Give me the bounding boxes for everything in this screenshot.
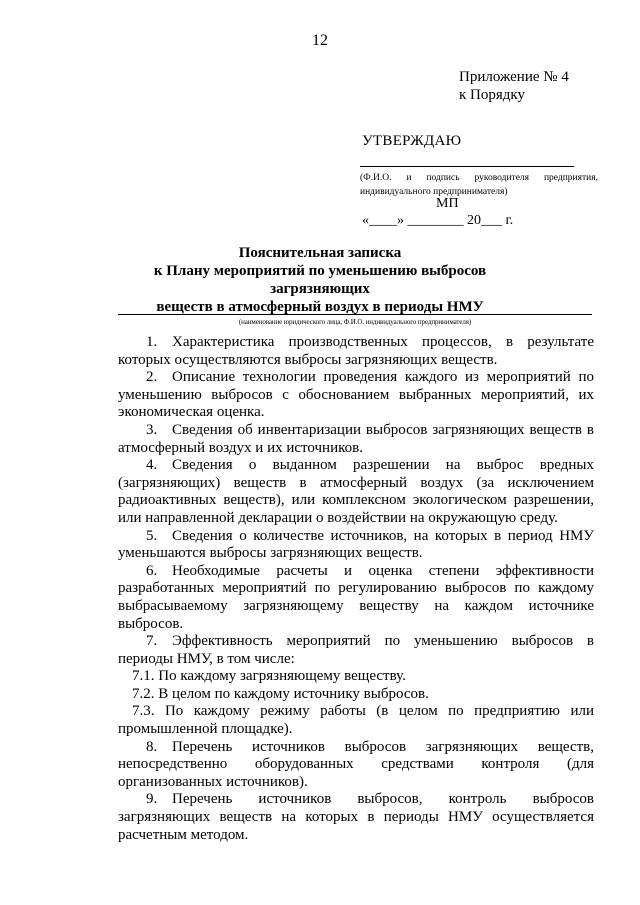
- page-number: 12: [312, 32, 328, 49]
- item-number: 6.: [146, 562, 158, 579]
- list-item: [118, 369, 594, 422]
- item-number: 3.: [146, 421, 158, 438]
- list-item: [118, 457, 594, 527]
- appendix-reference: к Порядку: [459, 87, 525, 103]
- item-text: Перечень источников выбросов, контроль выбросов загрязняющих веществ на которых в периоды НМУ осуществляется расчетным методом.: [118, 791, 594, 843]
- item-text: Описание технологии проведения каждого из мероприятий по уменьшению выбросов с обоснованием выбранных мероприятий, их экономическая оценка.: [118, 369, 594, 421]
- item-number: 2.: [146, 369, 158, 386]
- organization-line: [118, 314, 592, 315]
- item-number: 7.: [146, 633, 158, 650]
- item-text: Необходимые расчеты и оценка степени эффективности разработанных мероприятий по регулированию выбросов по каждому выбрасываемому загрязняющему веществу на каждом источнике выбросов.: [118, 562, 594, 632]
- list-item: [118, 528, 594, 563]
- title-line-1: Пояснительная записка: [238, 245, 402, 261]
- approval-heading: УТВЕРЖДАЮ: [362, 133, 462, 149]
- sub-item: 7.1. По каждому загрязняющему веществу.: [132, 668, 406, 685]
- date-line: «____» ________ 20___ г.: [362, 213, 514, 228]
- stamp-label: МП: [436, 196, 459, 211]
- item-number: 5.: [146, 527, 158, 544]
- appendix-label: Приложение № 4: [459, 69, 569, 85]
- document-body: [118, 334, 594, 844]
- sub-item: 7.3. По каждому режиму работы (в целом по предприятию или промышленной площадке).: [118, 703, 594, 738]
- item-number: 4.: [146, 457, 158, 474]
- item-text: Сведения о выданном разрешении на выброс вредных (загрязняющих) веществ в атмосферный воздух (за исключением радиоактивных веществ), или комплексном экологическом разрешении, или направленной декларации о воздействии на окружающую среду.: [118, 457, 594, 526]
- item-text: Сведения о количестве источников, на которых в период НМУ уменьшаются выбросы загрязняющих веществ.: [118, 527, 594, 562]
- organization-caption: (наименование юридического лица, Ф.И.О. индивидуального предпринимателя): [238, 318, 472, 326]
- title-line-3: веществ в атмосферный воздух в периоды НМУ: [156, 299, 484, 315]
- list-item: [118, 633, 594, 668]
- document-title: [110, 244, 530, 316]
- title-line-2: к Плану мероприятий по уменьшению выбросов загрязняющих: [153, 263, 487, 297]
- sub-item: 7.2. В целом по каждому источнику выбросов.: [132, 685, 429, 702]
- item-text: Перечень источников выбросов загрязняющих веществ, непосредственно оборудованных средствами контроля (для организованных источников).: [118, 738, 594, 790]
- list-item: [118, 563, 594, 633]
- list-item: [118, 791, 594, 844]
- list-item: [118, 334, 594, 369]
- appendix-header: [459, 68, 569, 104]
- signature-line: [360, 166, 574, 167]
- item-text: Сведения об инвентаризации выбросов загрязняющих веществ в атмосферный воздух и их источников.: [118, 421, 594, 456]
- item-text: Характеристика производственных процессов, в результате которых осуществляются выбросы загрязняющих веществ.: [118, 334, 594, 368]
- item-number: 1.: [146, 334, 158, 350]
- list-item: [118, 739, 594, 792]
- signature-caption: (Ф.И.О. и подпись руководителя предприятия, индивидуального предпринимателя): [360, 173, 598, 197]
- list-item: [118, 422, 594, 457]
- item-number: 8.: [146, 738, 158, 755]
- item-number: 9.: [146, 791, 158, 808]
- item-text: Эффективность мероприятий по уменьшению выбросов в периоды НМУ, в том числе:: [118, 633, 594, 667]
